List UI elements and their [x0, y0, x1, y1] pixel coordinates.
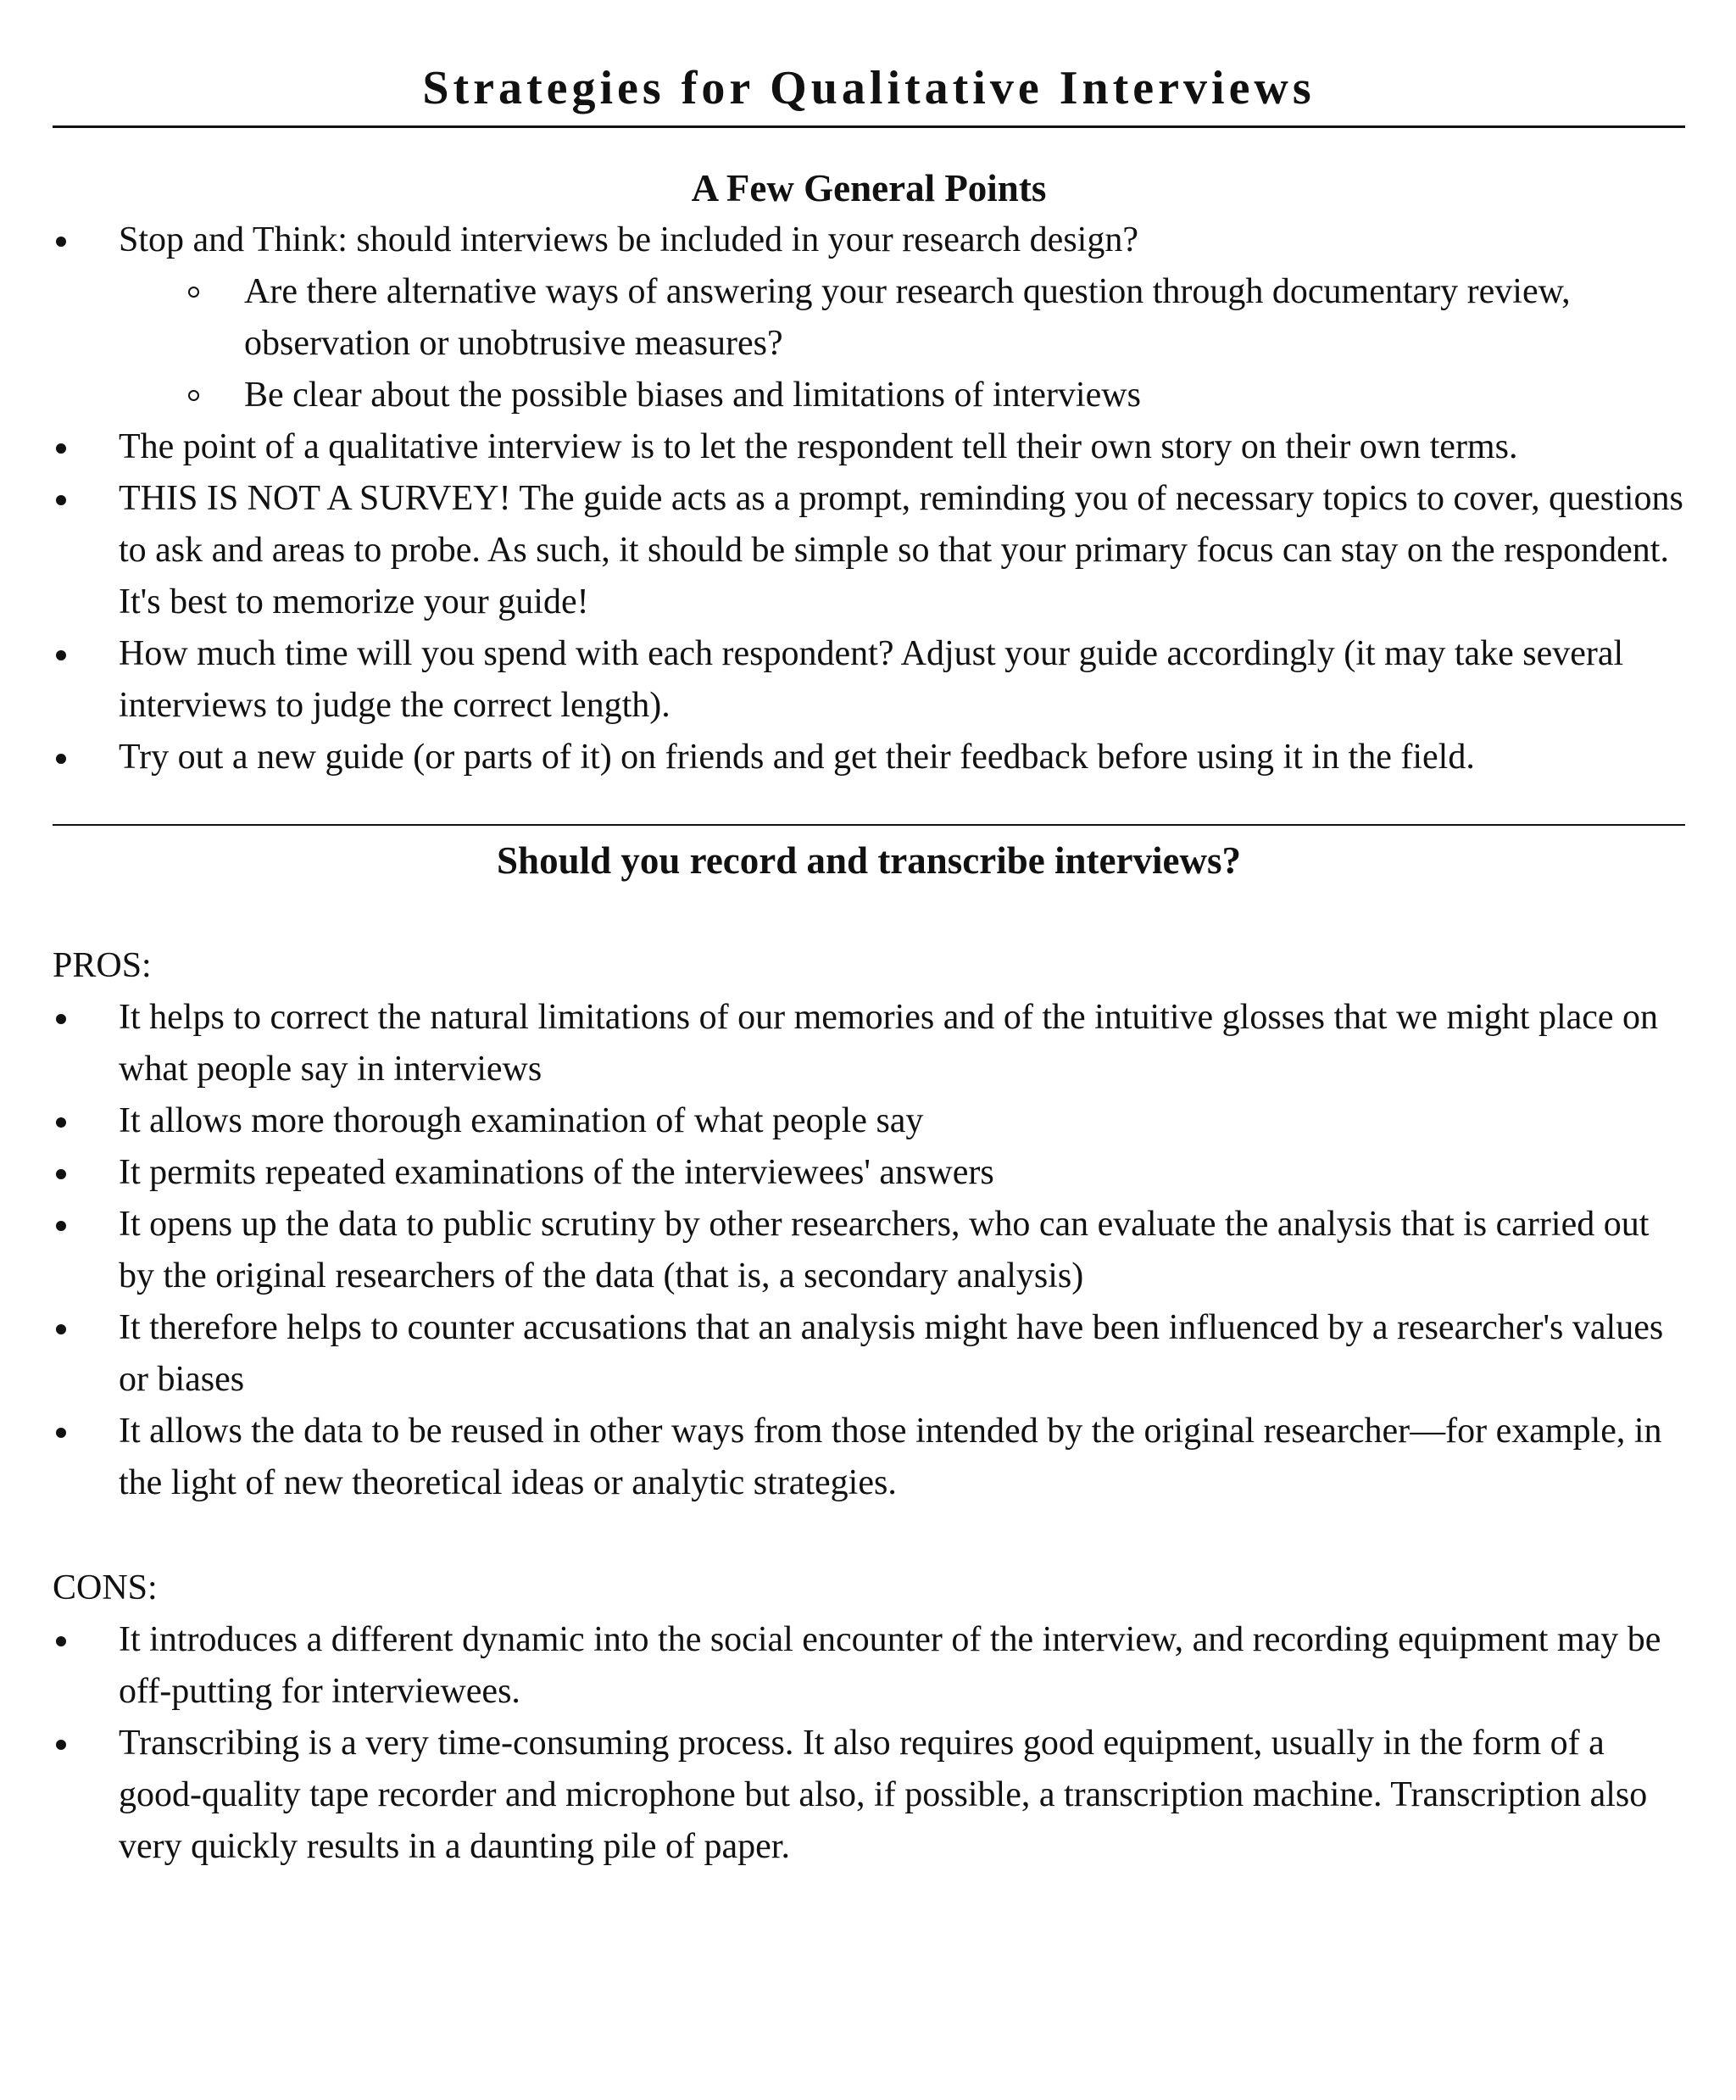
list-item [53, 1614, 1685, 1718]
list-item [53, 992, 1685, 1095]
general-points-list [53, 214, 1685, 783]
list-item-text: It allows the data to be reused in other ways from those intended by the original researcher—for example, in the light of new theoretical ideas or analytic strategies. [119, 1412, 1662, 1502]
list-item [53, 473, 1685, 628]
list-item-text: THIS IS NOT A SURVEY! The guide acts as a prompt, reminding you of necessary topics to cover, questions to ask and areas to probe. As such, it should be simple so that your primary focus can stay on the respondent. It's best to memorize your guide! [119, 479, 1683, 621]
list-item [53, 1199, 1685, 1302]
list-item-text: It helps to correct the natural limitations of our memories and of the intuitive glosses that we might place on what people say in interviews [119, 998, 1659, 1089]
section-heading-general-points: A Few General Points [691, 167, 1047, 209]
list-item [53, 628, 1685, 732]
bullet-icon [56, 1221, 66, 1231]
pros-label: PROS: [53, 946, 152, 985]
list-item-text: Stop and Think: should interviews be included in your research design? [119, 220, 1138, 259]
list-item-text: The point of a qualitative interview is to let the respondent tell their own story on their own terms. [119, 427, 1518, 466]
list-item [53, 732, 1685, 783]
list-item [53, 421, 1685, 473]
bullet-icon [56, 237, 66, 247]
bullet-icon [56, 1324, 66, 1334]
hollow-bullet-icon [188, 390, 199, 401]
list-item-text: Try out a new guide (or parts of it) on friends and get their feedback before using it in the field. [119, 738, 1475, 777]
bullet-icon [56, 1117, 66, 1128]
list-item [53, 1718, 1685, 1873]
list-item-text: It therefore helps to counter accusations that an analysis might have been influenced by a researcher's values or biases [119, 1308, 1664, 1399]
sub-list [119, 266, 1685, 421]
bullet-icon [56, 650, 66, 660]
sub-list-item [119, 370, 1685, 421]
list-item [53, 1095, 1685, 1147]
list-item [53, 1147, 1685, 1199]
bullet-icon [56, 1428, 66, 1438]
bullet-icon [56, 443, 66, 454]
list-item-text: Transcribing is a very time-consuming process. It also requires good equipment, usually in the form of a good-quality tape recorder and microphone but also, if possible, a transcription machine. Transcription also very quickly results in a daunting pile of paper. [119, 1724, 1648, 1866]
bullet-icon [56, 1014, 66, 1024]
bullet-icon [56, 754, 66, 764]
list-item [53, 214, 1685, 421]
list-item-text: It introduces a different dynamic into the social encounter of the interview, and recording equipment may be off-putting for interviewees. [119, 1620, 1661, 1711]
sub-list-item-text: Are there alternative ways of answering your research question through documentary review, observation or unobtrusive measures? [244, 272, 1571, 363]
list-item-text: It allows more thorough examination of what people say [119, 1101, 924, 1140]
bullet-icon [56, 495, 66, 505]
section-divider [53, 824, 1685, 826]
pros-list [53, 992, 1685, 1509]
bullet-icon [56, 1636, 66, 1646]
list-item [53, 1406, 1685, 1509]
list-item [53, 1302, 1685, 1406]
hollow-bullet-icon [188, 287, 199, 298]
page-title: Strategies for Qualitative Interviews [422, 62, 1316, 114]
document-page [53, 0, 1685, 2100]
title-divider [53, 125, 1685, 128]
sub-list-item-text: Be clear about the possible biases and limitations of interviews [244, 376, 1141, 415]
section-heading-recording: Should you record and transcribe interviews? [497, 839, 1241, 882]
list-item-text: It permits repeated examinations of the interviewees' answers [119, 1153, 994, 1192]
list-item-text: It opens up the data to public scrutiny by other researchers, who can evaluate the analysis that is carried out by the original researchers of the data (that is, a secondary analysis) [119, 1205, 1650, 1295]
list-item-text: How much time will you spend with each respondent? Adjust your guide accordingly (it may take several interviews to judge the correct length). [119, 634, 1624, 725]
sub-list-item [119, 266, 1685, 370]
cons-list [53, 1614, 1685, 1873]
bullet-icon [56, 1740, 66, 1750]
bullet-icon [56, 1169, 66, 1179]
cons-label: CONS: [53, 1568, 158, 1607]
